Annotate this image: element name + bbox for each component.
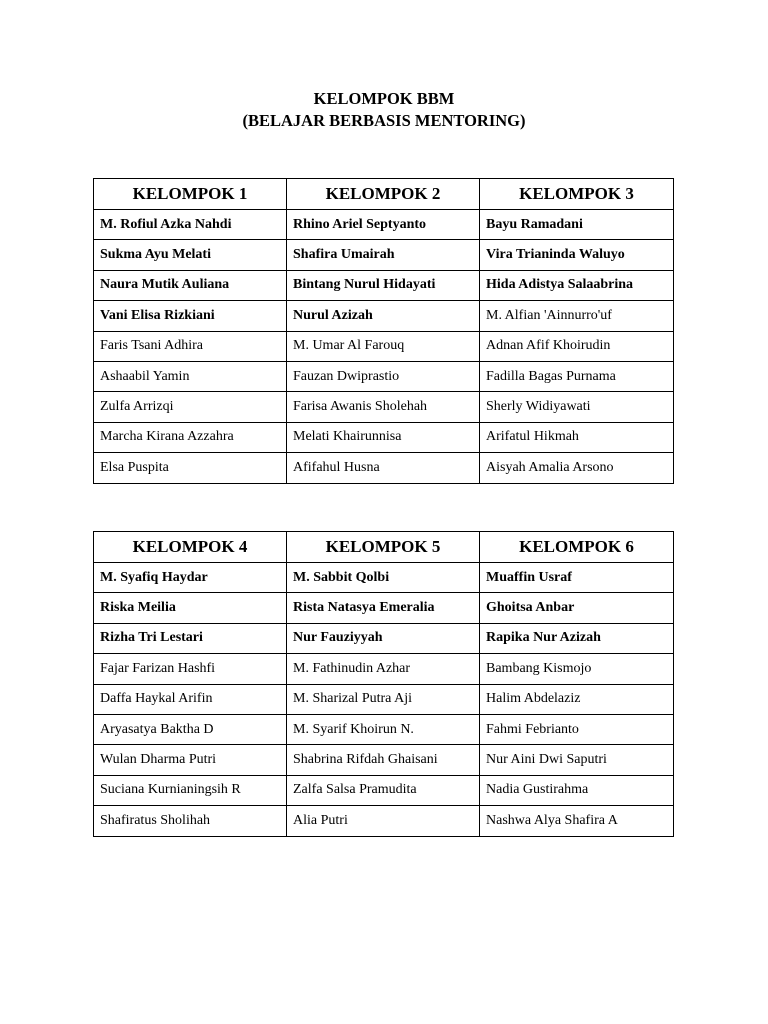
table-cell: Muaffin Usraf bbox=[480, 563, 674, 593]
table-cell: Sukma Ayu Melati bbox=[94, 240, 287, 270]
table-cell: Aryasatya Baktha D bbox=[94, 714, 287, 744]
table-cell: Bayu Ramadani bbox=[480, 210, 674, 240]
header-kelompok-2: KELOMPOK 2 bbox=[287, 179, 480, 210]
table-row bbox=[94, 422, 674, 452]
table-cell: Rapika Nur Azizah bbox=[480, 623, 674, 653]
table-cell: Bambang Kismojo bbox=[480, 654, 674, 684]
table-row bbox=[94, 654, 674, 684]
title-line-2: (BELAJAR BERBASIS MENTORING) bbox=[242, 111, 526, 130]
table-cell: Shafira Umairah bbox=[287, 240, 480, 270]
table-cell: Rizha Tri Lestari bbox=[94, 623, 287, 653]
table-row bbox=[94, 301, 674, 331]
table-cell: Nadia Gustirahma bbox=[480, 775, 674, 805]
table-cell: Fahmi Febrianto bbox=[480, 714, 674, 744]
table-cell: Nur Aini Dwi Saputri bbox=[480, 745, 674, 775]
table-row bbox=[94, 331, 674, 361]
table-cell: Wulan Dharma Putri bbox=[94, 745, 287, 775]
table-cell: Daffa Haykal Arifin bbox=[94, 684, 287, 714]
table-cell: Fajar Farizan Hashfi bbox=[94, 654, 287, 684]
header-kelompok-4: KELOMPOK 4 bbox=[94, 532, 287, 563]
header-kelompok-1: KELOMPOK 1 bbox=[94, 179, 287, 210]
table-cell: Aisyah Amalia Arsono bbox=[480, 453, 674, 483]
table-cell: Arifatul Hikmah bbox=[480, 422, 674, 452]
table-cell: Afifahul Husna bbox=[287, 453, 480, 483]
table-header-row bbox=[94, 532, 674, 563]
table-row bbox=[94, 593, 674, 623]
table-cell: Rista Natasya Emeralia bbox=[287, 593, 480, 623]
table-row bbox=[94, 684, 674, 714]
table-row bbox=[94, 240, 674, 270]
table-cell: M. Rofiul Azka Nahdi bbox=[94, 210, 287, 240]
table-cell: M. Syafiq Haydar bbox=[94, 563, 287, 593]
table-row bbox=[94, 745, 674, 775]
group-table-1-3 bbox=[93, 178, 674, 484]
table-row bbox=[94, 563, 674, 593]
table-cell: Ashaabil Yamin bbox=[94, 361, 287, 391]
header-kelompok-3: KELOMPOK 3 bbox=[480, 179, 674, 210]
table-cell: M. Fathinudin Azhar bbox=[287, 654, 480, 684]
table-row bbox=[94, 210, 674, 240]
table-cell: M. Umar Al Farouq bbox=[287, 331, 480, 361]
table-cell: Rhino Ariel Septyanto bbox=[287, 210, 480, 240]
table-cell: Halim Abdelaziz bbox=[480, 684, 674, 714]
table-cell: Suciana Kurnianingsih R bbox=[94, 775, 287, 805]
table-cell: Zalfa Salsa Pramudita bbox=[287, 775, 480, 805]
table-cell: Bintang Nurul Hidayati bbox=[287, 270, 480, 300]
table-cell: Vani Elisa Rizkiani bbox=[94, 301, 287, 331]
table-cell: Zulfa Arrizqi bbox=[94, 392, 287, 422]
group-table-4-6 bbox=[93, 531, 674, 837]
table-cell: Adnan Afif Khoirudin bbox=[480, 331, 674, 361]
table-cell: Nurul Azizah bbox=[287, 301, 480, 331]
table-row bbox=[94, 270, 674, 300]
table-cell: M. Syarif Khoirun N. bbox=[287, 714, 480, 744]
table-cell: Ghoitsa Anbar bbox=[480, 593, 674, 623]
table-cell: Faris Tsani Adhira bbox=[94, 331, 287, 361]
table-cell: Elsa Puspita bbox=[94, 453, 287, 483]
table-cell: Riska Meilia bbox=[94, 593, 287, 623]
title-line-1: KELOMPOK BBM bbox=[313, 89, 455, 108]
table-header-row bbox=[94, 179, 674, 210]
table-cell: M. Sharizal Putra Aji bbox=[287, 684, 480, 714]
table-row bbox=[94, 392, 674, 422]
table-cell: Shabrina Rifdah Ghaisani bbox=[287, 745, 480, 775]
table-cell: Sherly Widiyawati bbox=[480, 392, 674, 422]
table-cell: Nashwa Alya Shafira A bbox=[480, 806, 674, 836]
table-cell: Marcha Kirana Azzahra bbox=[94, 422, 287, 452]
table-row bbox=[94, 453, 674, 483]
table-cell: Melati Khairunnisa bbox=[287, 422, 480, 452]
table-cell: Farisa Awanis Sholehah bbox=[287, 392, 480, 422]
table-row bbox=[94, 775, 674, 805]
table-row bbox=[94, 623, 674, 653]
table-row bbox=[94, 714, 674, 744]
table-cell: Nur Fauziyyah bbox=[287, 623, 480, 653]
table-cell: M. Sabbit Qolbi bbox=[287, 563, 480, 593]
table-cell: Vira Trianinda Waluyo bbox=[480, 240, 674, 270]
table-cell: Naura Mutik Auliana bbox=[94, 270, 287, 300]
document-title bbox=[0, 88, 768, 132]
table-cell: Shafiratus Sholihah bbox=[94, 806, 287, 836]
table-cell: Fauzan Dwiprastio bbox=[287, 361, 480, 391]
table-row bbox=[94, 361, 674, 391]
table-cell: Alia Putri bbox=[287, 806, 480, 836]
table-row bbox=[94, 806, 674, 836]
header-kelompok-6: KELOMPOK 6 bbox=[480, 532, 674, 563]
table-cell: M. Alfian 'Ainnurro'uf bbox=[480, 301, 674, 331]
table-cell: Hida Adistya Salaabrina bbox=[480, 270, 674, 300]
table-cell: Fadilla Bagas Purnama bbox=[480, 361, 674, 391]
header-kelompok-5: KELOMPOK 5 bbox=[287, 532, 480, 563]
